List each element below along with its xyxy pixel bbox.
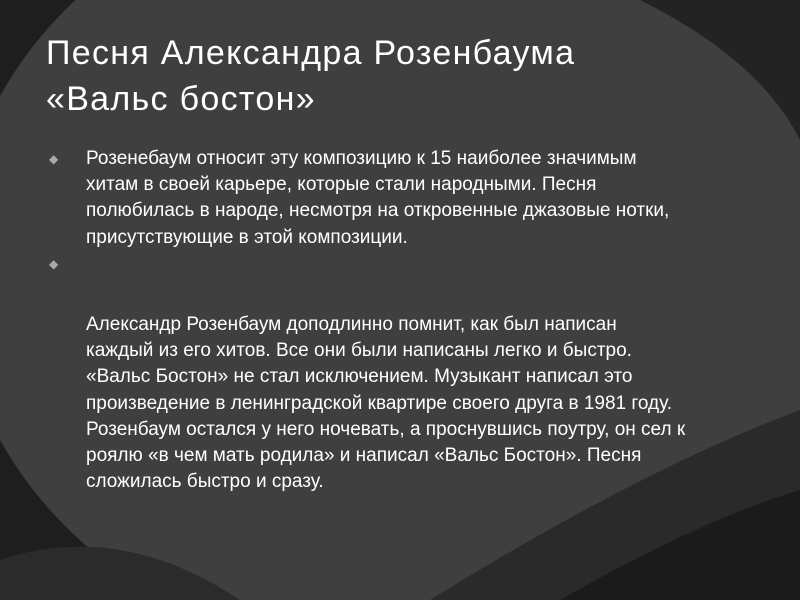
- bullet-item-empty: [46, 251, 686, 277]
- bullet-text: Розенебаум относит эту композицию к 15 наиболее значимым хитам в своей карьере, которые стали народными. Песня полюбилась в народе, несмотря на откровенные джазовые нотки, присутствующие в этой композиции.: [86, 148, 670, 248]
- title-line-1: Песня Александра Розенбаума: [46, 34, 576, 72]
- bullet-diamond-icon: ◆: [49, 152, 59, 166]
- bullet-item: [46, 146, 686, 251]
- bullet-list: [46, 146, 686, 277]
- body-paragraph: Александр Розенбаум доподлинно помнит, как был написан каждый из его хитов. Все они были написаны легко и быстро. «Вальс Бостон» не стал исключением. Музыкант написал это произведение в ленинградской квартире своего друга в 1981 году. Розенбаум остался у него ночевать, а проснувшись поутру, он сел к роялю «в чем мать родила» и написал «Вальс Бостон». Песня сложилась быстро и сразу.: [86, 314, 686, 493]
- paragraph-container: [46, 308, 686, 495]
- title-line-2: «Вальс бостон»: [46, 80, 316, 118]
- bullet-diamond-icon: ◆: [49, 256, 59, 271]
- slide-title: [46, 30, 766, 122]
